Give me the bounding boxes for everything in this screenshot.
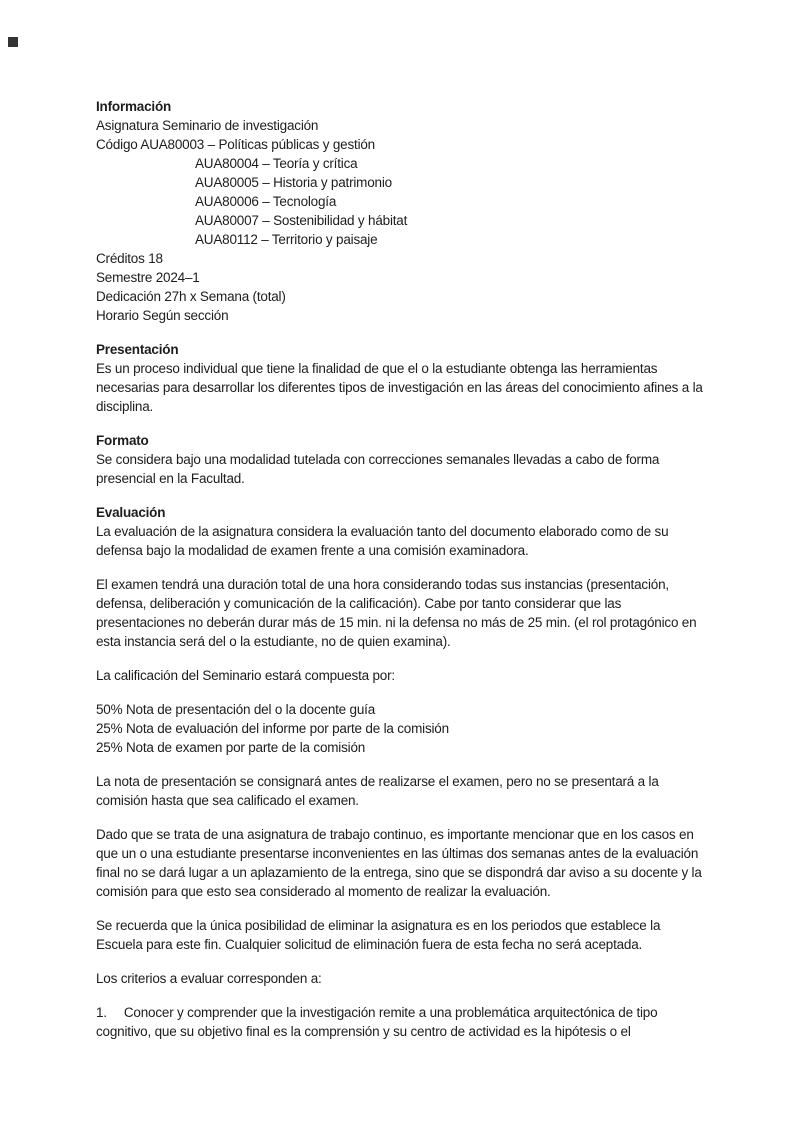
section-formato: [96, 431, 704, 488]
paragraph: Dado que se trata de una asignatura de trabajo continuo, es importante mencionar que en los casos en que un o una estudiante presentarse inconvenientes en las últimas dos semanas antes de la evaluación final no se dará lugar a un aplazamiento de la entrega, sino que se dispondrá dar aviso a su docente y la comisión para que esto sea considerado al momento de realizar la evaluación.: [96, 827, 702, 899]
section-heading-evaluacion: Evaluación: [96, 505, 166, 520]
grade-line: 25% Nota de evaluación del informe por parte de la comisión: [96, 721, 449, 736]
paragraph: El examen tendrá una duración total de una hora considerando todas sus instancias (presentación, defensa, deliberación y comunicación de la calificación). Cabe por tanto considerar que las presentaciones no deberán durar más de 15 min. ni la defensa no más de 25 min. (el rol protagónico en esta instancia será del o la estudiante, no de quien examina).: [96, 577, 697, 649]
info-line-creditos: Créditos 18: [96, 251, 163, 266]
section-presentacion: [96, 340, 704, 416]
list-item-number: 1.: [96, 1005, 107, 1020]
paragraph: Es un proceso individual que tiene la finalidad de que el o la estudiante obtenga las herramientas necesarias para desarrollar los diferentes tipos de investigación en las áreas del conocimiento afines a la disciplina.: [96, 361, 703, 414]
info-line-codigo-item: AUA80005 – Historia y patrimonio: [195, 175, 392, 190]
section-heading-presentacion: Presentación: [96, 342, 179, 357]
grade-line: 50% Nota de presentación del o la docente guía: [96, 702, 376, 717]
info-line-codigo-item: AUA80004 – Teoría y crítica: [195, 156, 358, 171]
info-line-dedicacion: Dedicación 27h x Semana (total): [96, 289, 286, 304]
numbered-list-item: [96, 1003, 704, 1041]
paragraph: Se recuerda que la única posibilidad de eliminar la asignatura es en los periodos que establece la Escuela para este fin. Cualquier solicitud de eliminación fuera de esta fecha no será aceptada.: [96, 918, 661, 952]
paragraph: La evaluación de la asignatura considera la evaluación tanto del documento elaborado como de su defensa bajo la modalidad de examen frente a una comisión examinadora.: [96, 524, 669, 558]
list-item-text: Conocer y comprender que la investigación remite a una problemática arquitectónica de tipo cognitivo, que su objetivo final es la comprensión y su centro de actividad es la hipótesis o el: [96, 1005, 658, 1039]
info-line-codigo: Código AUA80003 – Políticas públicas y gestión: [96, 137, 375, 152]
info-line-codigo-item: AUA80006 – Tecnología: [195, 194, 337, 209]
paragraph: Se considera bajo una modalidad tutelada con correcciones semanales llevadas a cabo de forma presencial en la Facultad.: [96, 452, 660, 486]
info-line-asignatura: Asignatura Seminario de investigación: [96, 118, 319, 133]
info-line-semestre: Semestre 2024–1: [96, 270, 200, 285]
info-block: [96, 97, 704, 325]
grade-breakdown: [96, 700, 704, 757]
info-line-codigo-item: AUA80112 – Territorio y paisaje: [195, 232, 378, 247]
section-informacion: [96, 97, 704, 325]
grade-line: 25% Nota de examen por parte de la comisión: [96, 740, 366, 755]
section-heading-formato: Formato: [96, 433, 149, 448]
section-heading-informacion: Información: [96, 99, 172, 114]
section-evaluacion: [96, 503, 704, 1041]
paragraph: Los criterios a evaluar corresponden a:: [96, 971, 322, 986]
paragraph: La calificación del Seminario estará compuesta por:: [96, 668, 395, 683]
paragraph: La nota de presentación se consignará antes de realizarse el examen, pero no se presentará a la comisión hasta que sea calificado el examen.: [96, 774, 659, 808]
info-line-horario: Horario Según sección: [96, 308, 229, 323]
info-line-codigo-item: AUA80007 – Sostenibilidad y hábitat: [195, 213, 408, 228]
corner-mark: [8, 37, 18, 47]
